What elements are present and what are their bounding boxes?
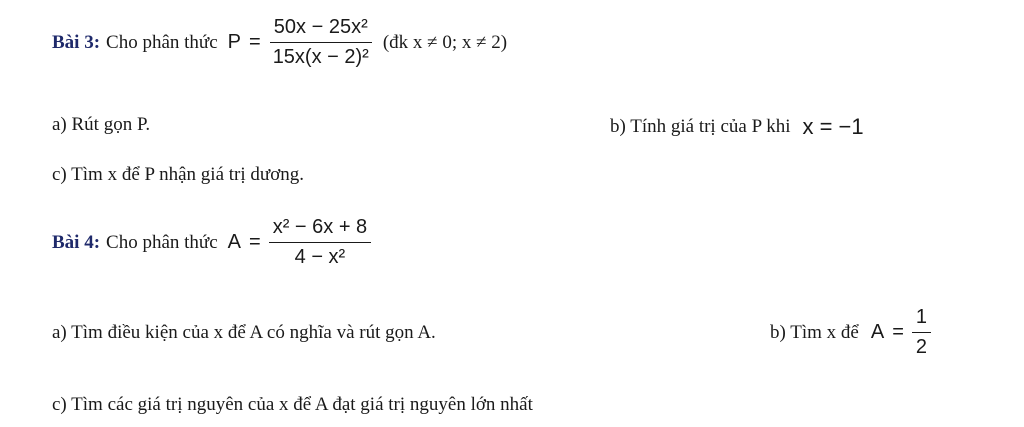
bai3-intro: Cho phân thức bbox=[106, 31, 218, 53]
bai4-part-c-text: c) Tìm các giá trị nguyên của x để A đạt giá trị nguyên lớn nhất bbox=[52, 394, 533, 415]
bai3-part-b-math: x = −1 bbox=[802, 114, 864, 139]
bai3-label: Bài 3: bbox=[52, 31, 101, 53]
bai3-part-a bbox=[52, 114, 150, 136]
bai4-part-b bbox=[770, 306, 935, 359]
bai4-part-b-text: b) Tìm x để bbox=[770, 321, 859, 343]
bai4-part-a-text: a) Tìm điều kiện của x để A có nghĩa và rút gọn A. bbox=[52, 322, 436, 343]
bai3-var: P bbox=[227, 31, 241, 53]
bai3-part-b bbox=[610, 114, 864, 140]
bai4-part-a bbox=[52, 322, 436, 344]
equals-sign: = bbox=[892, 321, 904, 343]
bai3-part-a-text: a) Rút gọn P. bbox=[52, 114, 151, 135]
bai4-denominator: 4 − x² bbox=[294, 246, 346, 268]
bai3-statement bbox=[52, 16, 507, 69]
bai4-var: A bbox=[227, 231, 241, 253]
bai3-part-c-text: c) Tìm x để P nhận giá trị dương. bbox=[52, 164, 305, 185]
bai4-numerator: x² − 6x + 8 bbox=[269, 216, 372, 243]
equals-sign: = bbox=[249, 231, 261, 253]
bai3-fraction bbox=[269, 16, 373, 69]
bai4-part-b-denominator: 2 bbox=[915, 336, 927, 358]
bai4-label: Bài 4: bbox=[52, 231, 101, 253]
bai4-part-b-numerator: 1 bbox=[912, 306, 931, 333]
bai3-numerator: 50x − 25x² bbox=[270, 16, 372, 43]
bai3-denominator: 15x(x − 2)² bbox=[272, 46, 369, 68]
bai4-statement bbox=[52, 216, 375, 269]
bai3-part-b-text: b) Tính giá trị của P khi bbox=[610, 116, 791, 137]
bai4-part-b-var: A bbox=[870, 321, 885, 343]
bai3-condition: (đk x ≠ 0; x ≠ 2) bbox=[382, 31, 508, 53]
bai4-fraction bbox=[269, 216, 372, 269]
bai4-intro: Cho phân thức bbox=[106, 231, 218, 253]
bai4-part-c bbox=[52, 394, 533, 416]
equals-sign: = bbox=[249, 31, 261, 53]
bai4-part-b-fraction bbox=[912, 306, 931, 359]
bai3-part-c bbox=[52, 164, 304, 186]
